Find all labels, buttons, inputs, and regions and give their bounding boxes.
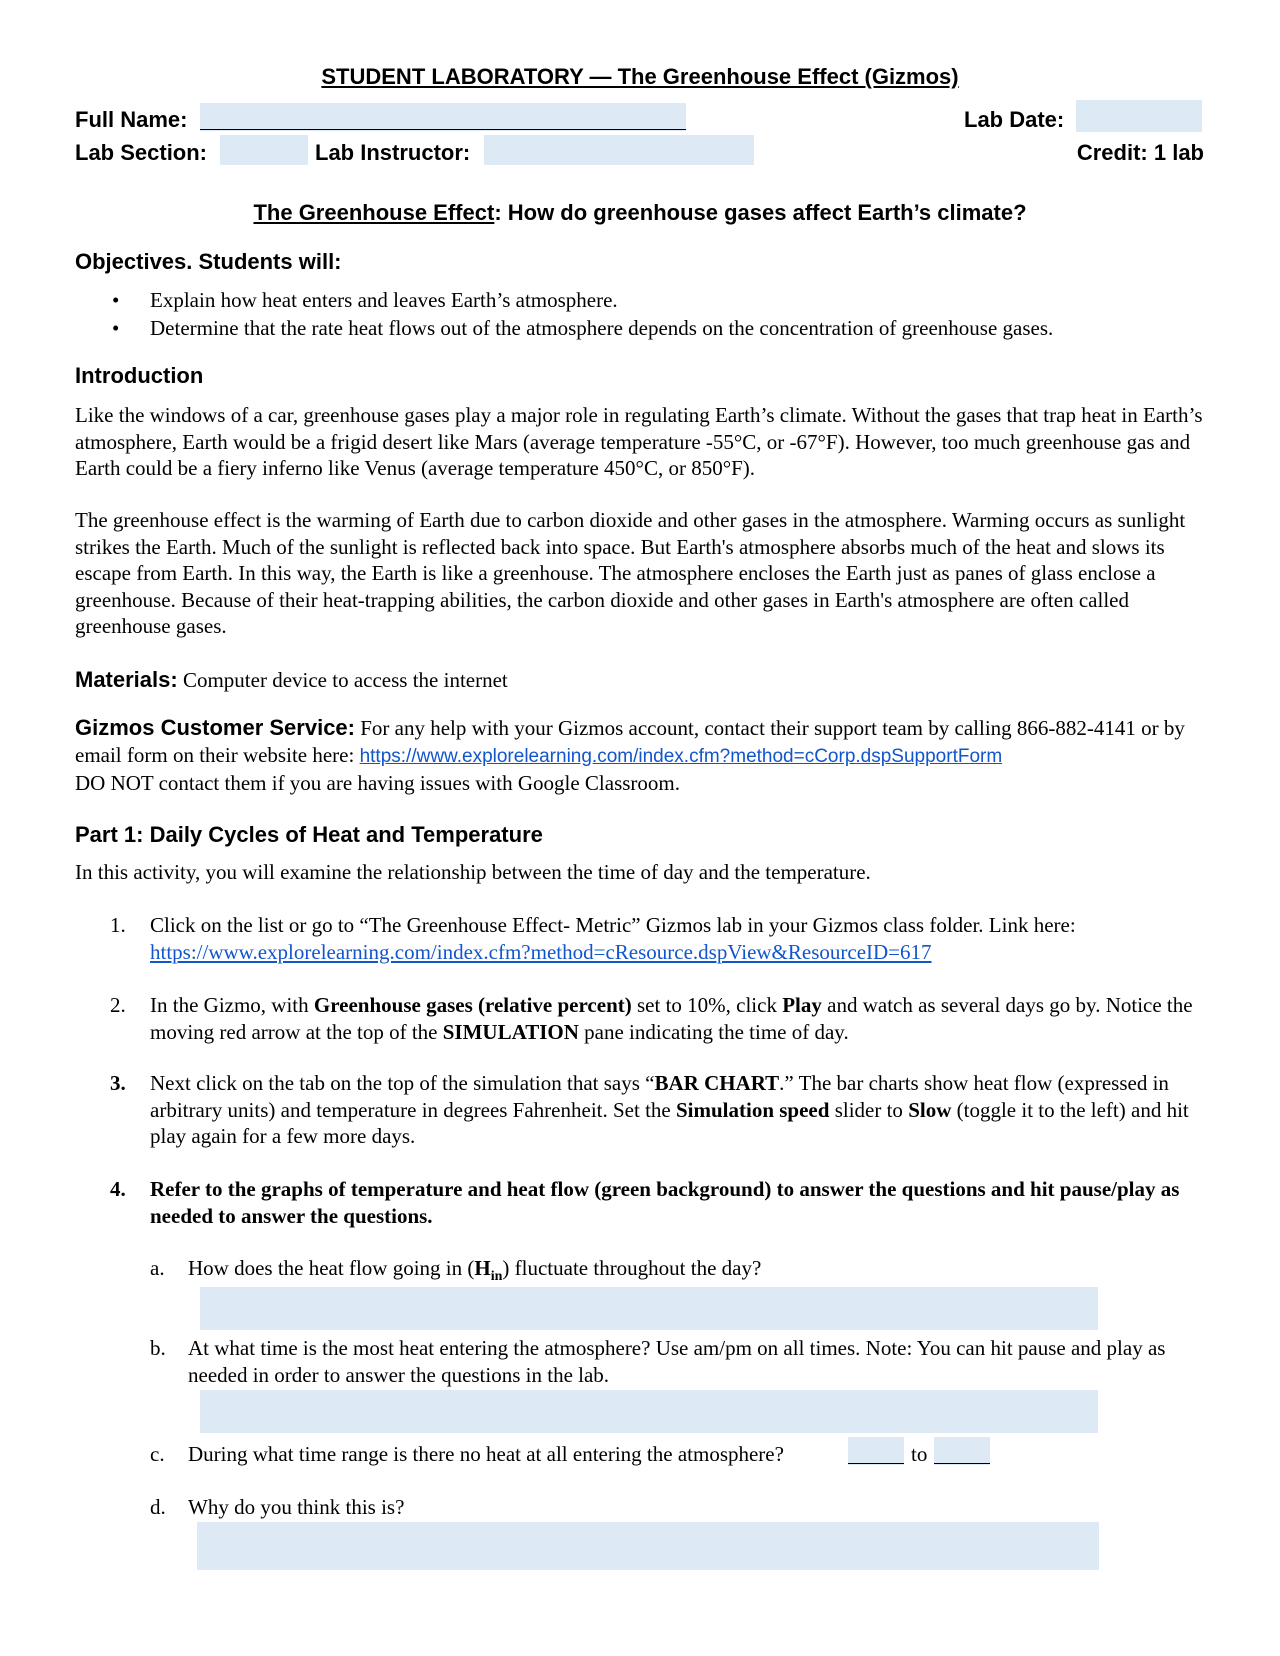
credit-text: Credit: 1 lab <box>1076 140 1204 165</box>
page-title: STUDENT LABORATORY — The Greenhouse Effect (Gizmos) <box>321 64 959 89</box>
step-3-text <box>150 1070 1210 1150</box>
answer-c-start-field[interactable] <box>848 1437 904 1465</box>
customer-service-note: DO NOT contact them if you are having issues with Google Classroom. <box>75 771 681 795</box>
step-1-body: Click on the list or go to “The Greenhouse Effect- Metric” Gizmos lab in your Gizmos class folder. Link here: <box>150 913 1076 937</box>
gizmo-resource-link[interactable]: https://www.explorelearning.com/index.cfm?method=cResource.dspView&ResourceID=617 <box>150 939 932 964</box>
answer-b-field[interactable] <box>200 1390 1098 1433</box>
customer-service-paragraph <box>75 715 1205 797</box>
objective-bullet-1: • <box>112 288 120 312</box>
answer-a-field[interactable] <box>200 1287 1098 1330</box>
question-a-text <box>188 1255 1208 1291</box>
objective-item-2: Determine that the rate heat flows out of the atmosphere depends on the concentration of greenhouse gases. <box>150 316 1054 340</box>
full-name-underline <box>200 129 686 130</box>
question-a-letter: a. <box>150 1256 165 1280</box>
step-2-bold: Greenhouse gases (relative percent) <box>313 993 632 1017</box>
introduction-paragraph-1: Like the windows of a car, greenhouse gases play a major role in regulating Earth’s climate. Without the gases that trap heat in Earth’s atmosphere, Earth would be a frigid desert like Mars (average temperature -55°C, or -67°F). However, too much greenhouse gas and Earth could be a fiery inferno like Venus (average temperature 450°C, or 850°F). <box>75 403 1203 480</box>
question-title-rest: : How do greenhouse gases affect Earth’s climate? <box>494 200 1027 225</box>
materials-line <box>75 667 1205 694</box>
step-2-text <box>150 992 1210 1045</box>
part1-heading: Part 1: Daily Cycles of Heat and Temperature <box>75 822 543 847</box>
question-a-part: ) fluctuate throughout the day? <box>502 1256 762 1280</box>
step-3-part: (toggle it to the left) and hit play again for a few more days. <box>150 1097 1189 1148</box>
question-c-letter: c. <box>150 1442 165 1466</box>
materials-label: Materials: <box>75 667 178 692</box>
full-name-field[interactable] <box>200 103 686 131</box>
lab-date-field[interactable] <box>1076 100 1202 132</box>
step-3-part: slider to <box>829 1097 909 1122</box>
introduction-paragraph-2: The greenhouse effect is the warming of Earth due to carbon dioxide and other gases in the atmosphere. Warming occurs as sunlight strikes the Earth. Much of the sunlight is reflected back into space. But Earth's atmosphere absorbs much of the heat and slows its escape from Earth. In this way, the Earth is like a greenhouse. The atmosphere encloses the Earth just as panes of glass enclose a greenhouse. Because of their heat-trapping abilities, the carbon dioxide and other gases in Earth's atmosphere are often called greenhouse gases. <box>75 508 1186 638</box>
question-title-underlined: The Greenhouse Effect <box>253 200 495 225</box>
materials-text: Computer device to access the internet <box>177 668 508 692</box>
objective-bullet-2: • <box>112 316 120 340</box>
step-3-part: .” The bar charts show heat flow (expressed in arbitrary units) and temperature in degrees Fahrenheit. Set the <box>150 1071 1169 1122</box>
objectives-heading: Objectives. Students will: <box>75 249 342 274</box>
answer-c-end-underline <box>934 1463 990 1464</box>
step-3-bold: Simulation speed <box>675 1097 830 1122</box>
introduction-heading: Introduction <box>75 363 204 388</box>
step-4-text: Refer to the graphs of temperature and heat flow (green background) to answer the questions and hit pause/play as needed to answer the questions. <box>150 1177 1180 1228</box>
question-b-letter: b. <box>150 1336 166 1360</box>
step-1-text <box>150 912 1210 965</box>
question-d-text: Why do you think this is? <box>188 1495 405 1519</box>
step-2-part: and watch as several days go by. Notice the moving red arrow at the top of the <box>150 993 1193 1044</box>
question-a-bold: H <box>474 1256 491 1280</box>
question-title <box>0 200 1280 226</box>
step-3-number: 3. <box>110 1071 126 1095</box>
full-name-label: Full Name: <box>75 107 188 132</box>
lab-instructor-field[interactable] <box>484 135 754 165</box>
answer-d-field[interactable] <box>197 1522 1099 1570</box>
step-4-number: 4. <box>110 1177 126 1201</box>
answer-c-end-field[interactable] <box>934 1437 990 1465</box>
support-form-link[interactable]: https://www.explorelearning.com/index.cfm?method=cCorp.dspSupportForm <box>359 745 1003 767</box>
step-3-bold: BAR CHART <box>654 1071 780 1095</box>
step-2-number: 2. <box>110 993 126 1017</box>
lab-section-label: Lab Section: <box>75 140 208 165</box>
question-d-letter: d. <box>150 1495 166 1519</box>
question-c-text: During what time range is there no heat at all entering the atmosphere? <box>188 1442 784 1466</box>
step-2-bold: SIMULATION <box>442 1019 579 1044</box>
step-2-bold: Play <box>782 993 822 1017</box>
step-2-part: In the Gizmo, with <box>150 993 314 1017</box>
customer-service-text: For any help with your Gizmos account, contact their support team by calling 866-882-4141 or by email form on their website here: <box>75 716 1185 767</box>
step-2-part: pane indicating the time of day. <box>578 1019 849 1044</box>
question-c-to: to <box>911 1442 928 1466</box>
lab-date-label: Lab Date: <box>964 107 1065 132</box>
step-3-bold: Slow <box>908 1097 952 1122</box>
customer-service-label: Gizmos Customer Service: <box>75 715 355 740</box>
objective-item-1: Explain how heat enters and leaves Earth’s atmosphere. <box>150 288 618 312</box>
question-b-text: At what time is the most heat entering the atmosphere? Use am/pm on all times. Note: You can hit pause and play as needed in order to answer the questions in the lab. <box>188 1336 1166 1387</box>
lab-instructor-label: Lab Instructor: <box>315 140 471 165</box>
question-a-part: How does the heat flow going in ( <box>188 1256 475 1280</box>
lab-section-field[interactable] <box>220 135 308 165</box>
step-3-part: Next click on the tab on the top of the simulation that says “ <box>150 1071 655 1095</box>
question-a-subscript: in <box>490 1269 503 1285</box>
answer-c-start-underline <box>848 1463 904 1464</box>
step-1-number: 1. <box>110 913 126 937</box>
part1-intro: In this activity, you will examine the relationship between the time of day and the temperature. <box>75 860 871 884</box>
step-2-part: set to 10%, click <box>631 993 783 1017</box>
